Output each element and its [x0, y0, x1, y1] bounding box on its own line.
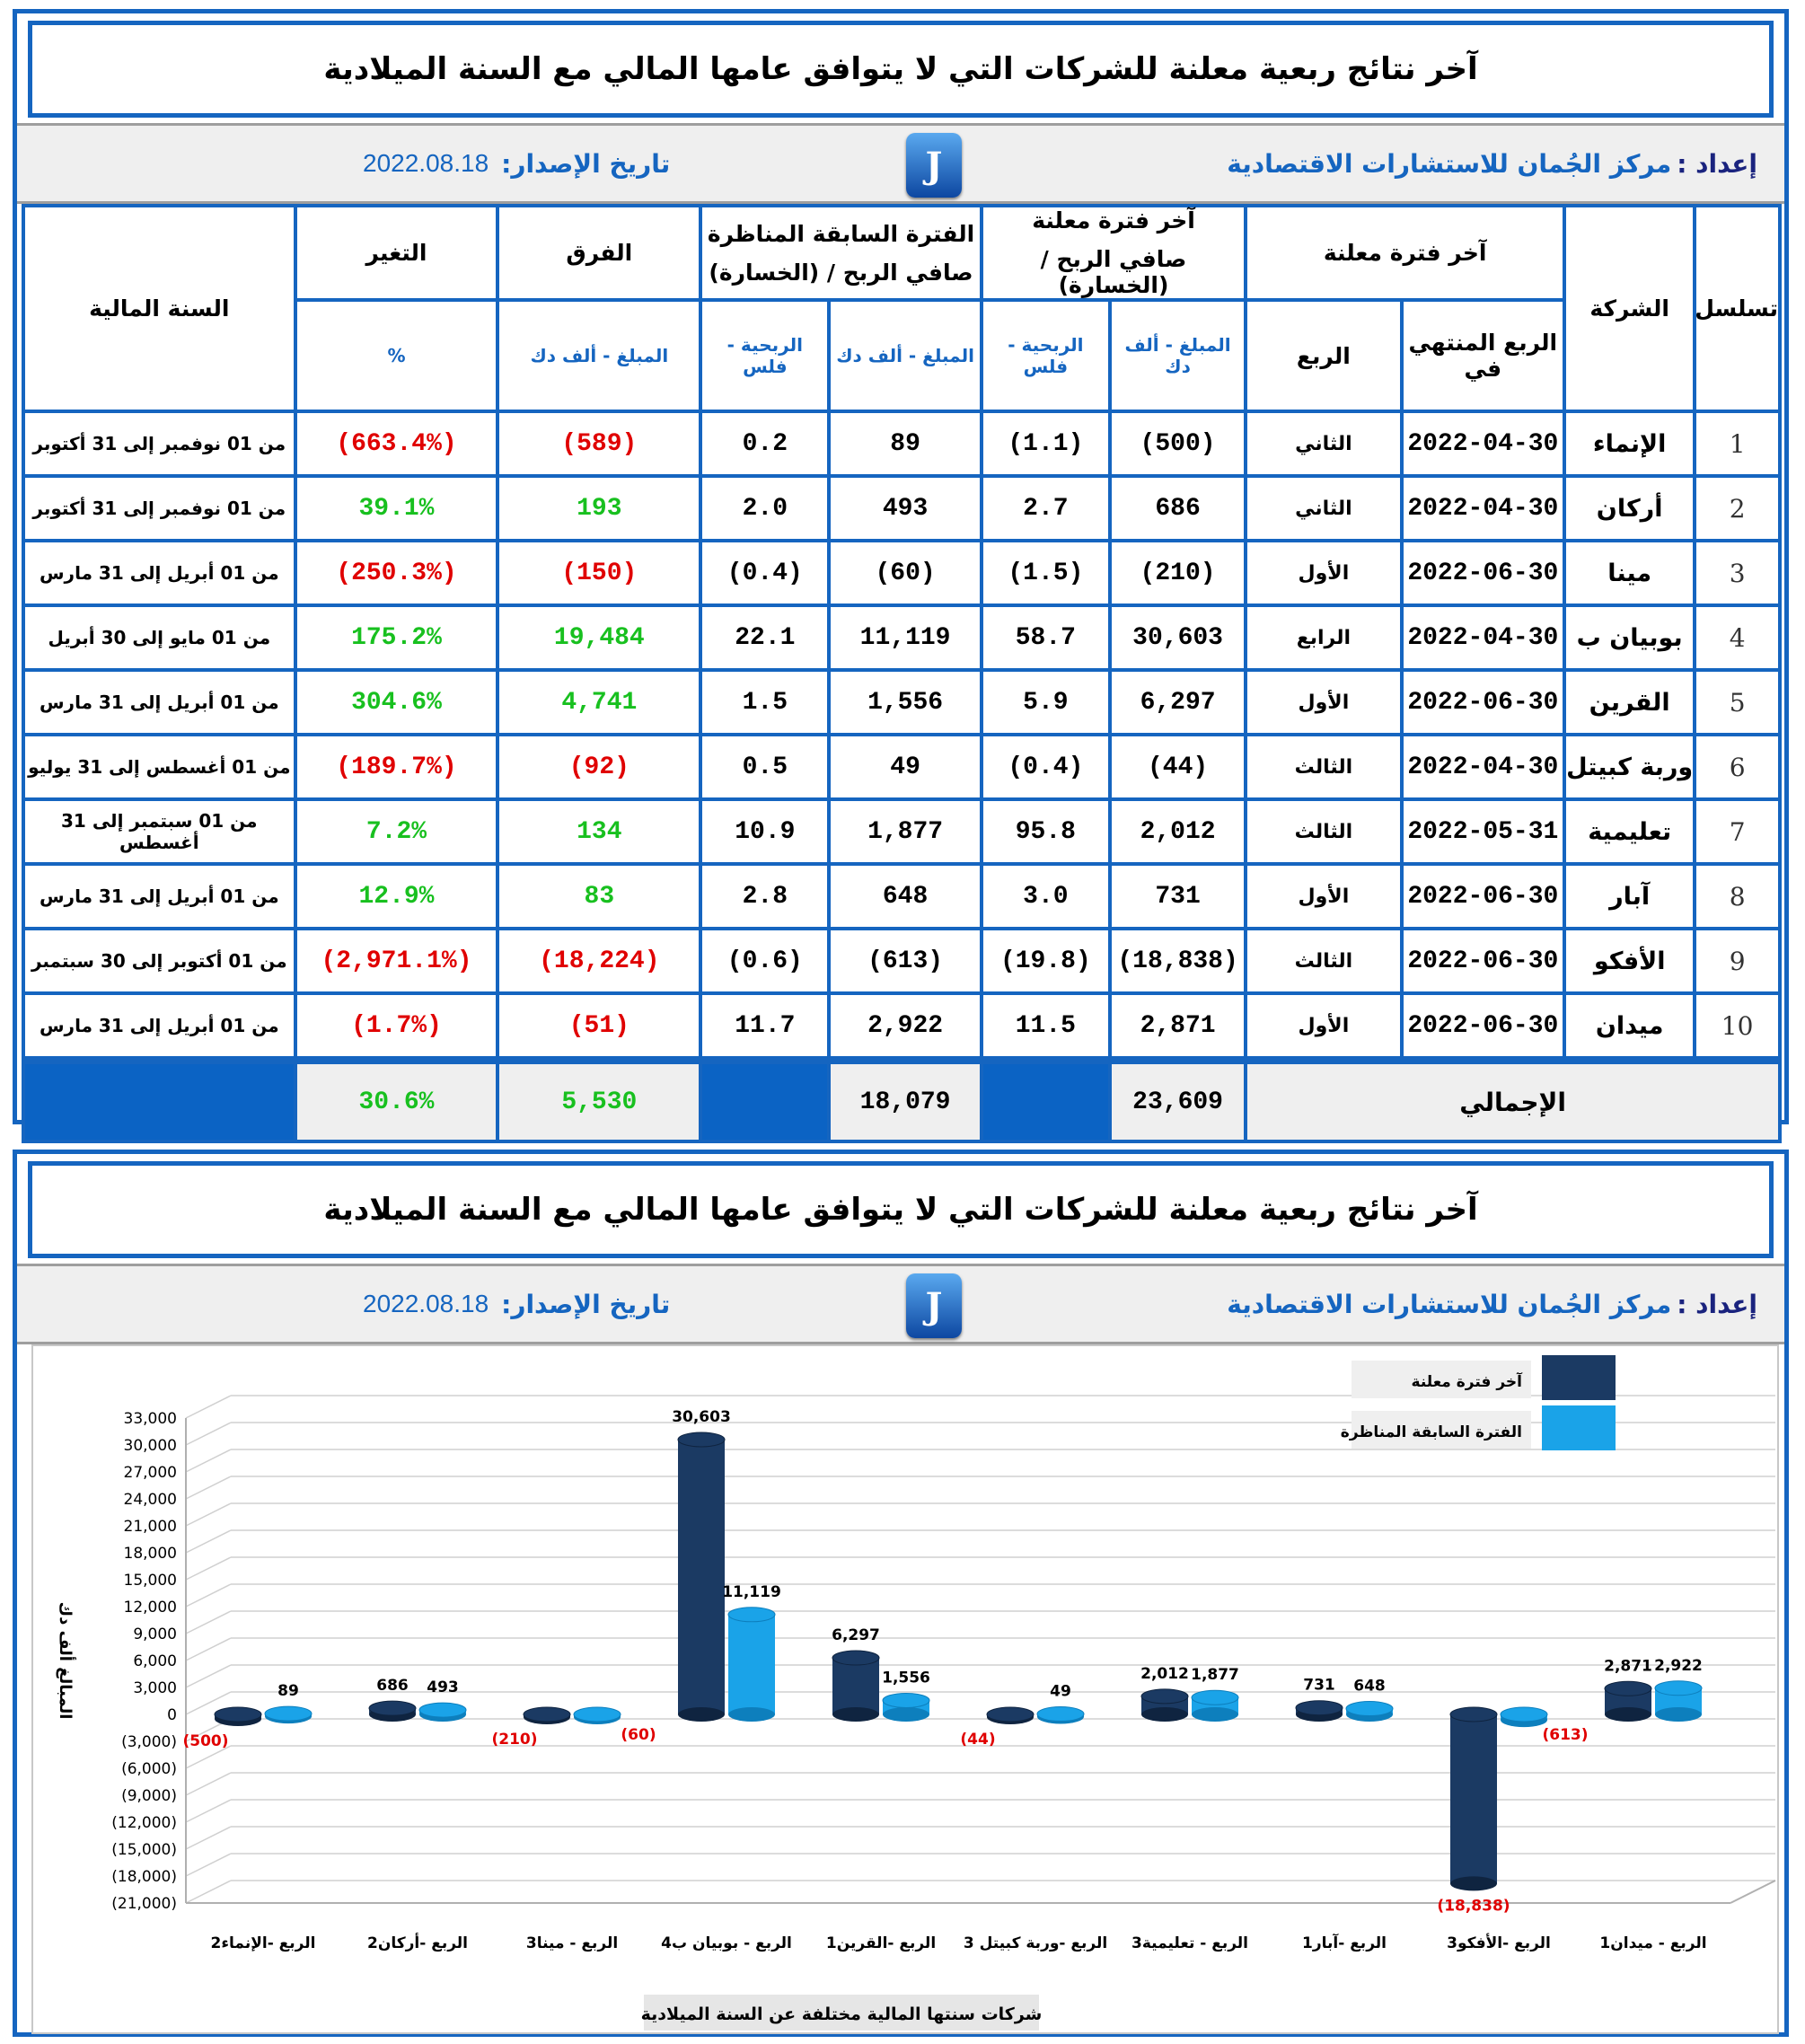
bar-base [883, 1707, 929, 1722]
issue-date [363, 126, 670, 201]
cell-quarter-end: 2022-04-30 [1402, 411, 1564, 476]
cell-latest-eps: 58.7 [982, 605, 1110, 670]
cell-serial: 4 [1695, 605, 1780, 670]
bar-top [883, 1693, 929, 1707]
bar-top [1296, 1701, 1343, 1715]
prepared-by [1227, 126, 1757, 201]
cell-difference: (150) [497, 541, 700, 605]
legend-swatch [1542, 1355, 1616, 1400]
table-row [23, 411, 1780, 476]
cell-prior-amount: 493 [829, 476, 981, 541]
x-tick-label: 3الربع - تعليمية [1131, 1934, 1249, 1952]
cell-serial: 6 [1695, 735, 1780, 799]
data-label: 49 [1050, 1682, 1071, 1701]
y-tick-label: 6,000 [133, 1652, 177, 1670]
prepared-label: إعداد : [1677, 1289, 1757, 1319]
cell-change: 7.2% [295, 799, 498, 864]
table-row [23, 670, 1780, 735]
bar-top [1346, 1702, 1393, 1716]
cell-difference: 134 [497, 799, 700, 864]
data-label: (613) [1542, 1726, 1589, 1744]
cell-difference: (18,224) [497, 929, 700, 993]
x-tick-label: 4الربع - بوبيان ب [661, 1934, 792, 1952]
data-label: 1,556 [882, 1669, 930, 1687]
cell-latest-amount: 2,012 [1110, 799, 1246, 864]
aljuman-logo-icon: J [906, 133, 962, 198]
cell-company: آبار [1564, 864, 1695, 929]
y-tick-label: (18,000) [111, 1868, 177, 1886]
cell-fiscal-year: من 01 نوفمبر إلى 31 أكتوبر [23, 476, 295, 541]
y-tick-label: 12,000 [123, 1599, 177, 1617]
cell-quarter: الثالث [1246, 799, 1401, 864]
data-label: (500) [182, 1732, 229, 1750]
cell-latest-eps: 2.7 [982, 476, 1110, 541]
gridline [186, 1503, 231, 1526]
bar-top [369, 1701, 416, 1715]
results-chart-panel [13, 1150, 1789, 2037]
header-latest-net: صافي الربح / (الخسارة) [1040, 246, 1187, 298]
bar-latest [1450, 1714, 1497, 1883]
gridline [186, 1423, 231, 1445]
cell-prior-eps: 0.2 [700, 411, 829, 476]
cell-quarter-end: 2022-04-30 [1402, 476, 1564, 541]
cell-latest-amount: (500) [1110, 411, 1246, 476]
cell-serial: 5 [1695, 670, 1780, 735]
header-serial: تسلسل [1695, 206, 1780, 411]
cell-quarter: الأول [1246, 670, 1401, 735]
bar-top [1037, 1707, 1084, 1722]
info-bar [17, 123, 1784, 204]
cell-latest-amount: 30,603 [1110, 605, 1246, 670]
header-prior-eps: الربحية - فلس [700, 300, 829, 411]
cell-company: وربة كبيتل [1564, 735, 1695, 799]
y-tick-label: 0 [167, 1706, 177, 1724]
x-tick-label: 2الربع -الإنماء [210, 1934, 316, 1952]
header-prior-period [700, 206, 982, 300]
cell-latest-eps: (0.4) [982, 735, 1110, 799]
total-prior-amount: 18,079 [829, 1061, 981, 1142]
cell-serial: 2 [1695, 476, 1780, 541]
prepared-label: إعداد : [1677, 148, 1757, 179]
table-row [23, 541, 1780, 605]
cell-latest-amount: 6,297 [1110, 670, 1246, 735]
cell-change: (189.7%) [295, 735, 498, 799]
y-tick-label: (15,000) [111, 1841, 177, 1859]
cell-difference: (51) [497, 993, 700, 1061]
y-tick-label: 27,000 [123, 1464, 177, 1482]
issue-date-value: 2022.08.18 [363, 1290, 489, 1317]
cell-latest-amount: 2,871 [1110, 993, 1246, 1061]
x-tick-label: الربع -وربة كبيتل 3 [963, 1934, 1108, 1952]
chart-issue-date [363, 1266, 670, 1342]
bar-base [1192, 1707, 1238, 1722]
cell-change: 175.2% [295, 605, 498, 670]
y-tick-label: 30,000 [123, 1437, 177, 1455]
table-row [23, 929, 1780, 993]
cell-change: (250.3%) [295, 541, 498, 605]
cell-change: 12.9% [295, 864, 498, 929]
y-tick-label: (3,000) [121, 1733, 177, 1751]
cell-prior-eps: 11.7 [700, 993, 829, 1061]
cell-serial: 7 [1695, 799, 1780, 864]
bar-prior [728, 1615, 775, 1714]
bar-top [419, 1703, 466, 1717]
bar-chart-svg [33, 1346, 1777, 2032]
cell-change: 39.1% [295, 476, 498, 541]
cell-serial: 1 [1695, 411, 1780, 476]
cell-company: ميدان [1564, 993, 1695, 1061]
bar-base [678, 1707, 725, 1722]
gridline [186, 1611, 231, 1634]
data-label: 648 [1353, 1677, 1386, 1696]
cell-fiscal-year: من 01 أبريل إلى 31 مارس [23, 541, 295, 605]
cell-company: القرين [1564, 670, 1695, 735]
bar-top [678, 1432, 725, 1447]
cell-company: بوبيان ب [1564, 605, 1695, 670]
data-label: (18,838) [1437, 1897, 1510, 1916]
data-label: 89 [277, 1682, 299, 1701]
x-axis-title: شركات سنتها المالية مختلفة عن السنة الميلادية [640, 2004, 1043, 2024]
cell-company: الإنماء [1564, 411, 1695, 476]
data-label: 11,119 [722, 1582, 781, 1601]
cell-prior-amount: 49 [829, 735, 981, 799]
cell-fiscal-year: من 01 سبتمبر إلى 31 أغسطس [23, 799, 295, 864]
bar-base [1605, 1707, 1651, 1722]
gridline [186, 1665, 231, 1687]
cell-serial: 8 [1695, 864, 1780, 929]
cell-difference: 193 [497, 476, 700, 541]
cell-latest-eps: (1.1) [982, 411, 1110, 476]
total-change: 30.6% [295, 1061, 498, 1142]
cell-prior-eps: 22.1 [700, 605, 829, 670]
gridline [186, 1449, 231, 1472]
cell-latest-amount: (210) [1110, 541, 1246, 605]
cell-latest-eps: 3.0 [982, 864, 1110, 929]
cell-quarter: الثالث [1246, 735, 1401, 799]
total-filler [700, 1061, 829, 1142]
data-label: 2,871 [1604, 1657, 1652, 1676]
cell-difference: 19,484 [497, 605, 700, 670]
header-company: الشركة [1564, 206, 1695, 411]
bar-base [1141, 1707, 1188, 1722]
cell-quarter: الأول [1246, 864, 1401, 929]
y-tick-label: 9,000 [133, 1626, 177, 1643]
bar-top [832, 1651, 879, 1665]
gridline [186, 1638, 231, 1661]
cell-change: (2,971.1%) [295, 929, 498, 993]
total-filler [982, 1061, 1110, 1142]
legend-label: الفترة السابقة المناظرة [1340, 1423, 1522, 1441]
cell-prior-eps: 0.5 [700, 735, 829, 799]
cell-prior-eps: 2.0 [700, 476, 829, 541]
bar-top [1501, 1707, 1547, 1722]
aljuman-logo-icon: J [906, 1273, 962, 1338]
cell-serial: 9 [1695, 929, 1780, 993]
data-label: (44) [960, 1731, 996, 1749]
cell-latest-amount: 731 [1110, 864, 1246, 929]
total-row [23, 1061, 1780, 1142]
cell-fiscal-year: من 01 أبريل إلى 31 مارس [23, 864, 295, 929]
cell-fiscal-year: من 01 نوفمبر إلى 31 أكتوبر [23, 411, 295, 476]
cell-latest-eps: 5.9 [982, 670, 1110, 735]
bar-base [1450, 1876, 1497, 1890]
gridline [186, 1854, 231, 1876]
cell-quarter-end: 2022-06-30 [1402, 670, 1564, 735]
cell-prior-amount: 89 [829, 411, 981, 476]
gridline [186, 1396, 231, 1418]
header-change: التغير [295, 206, 498, 300]
cell-quarter: الأول [1246, 541, 1401, 605]
x-tick-label: 1الربع - ميدان [1599, 1934, 1707, 1952]
data-label: 493 [427, 1678, 459, 1697]
prepared-by-value: مركز الجُمان للاستشارات الاقتصادية [1227, 1289, 1672, 1319]
bar-top [215, 1707, 261, 1722]
total-latest-amount: 23,609 [1110, 1061, 1246, 1142]
cell-difference: 83 [497, 864, 700, 929]
x-tick-label: 2الربع -أركان [367, 1934, 468, 1952]
cell-serial: 3 [1695, 541, 1780, 605]
cell-prior-eps: 2.8 [700, 864, 829, 929]
cell-company: تعليمية [1564, 799, 1695, 864]
cell-quarter-end: 2022-05-31 [1402, 799, 1564, 864]
bar-top [1192, 1690, 1238, 1705]
header-quarter: الربع [1246, 300, 1401, 411]
header-prior-amount: المبلغ - ألف دك [829, 300, 981, 411]
y-axis-title: المبالغ ألف دك [56, 1601, 75, 1720]
total-difference: 5,530 [497, 1061, 700, 1142]
gridline [186, 1773, 231, 1795]
cell-quarter: الثاني [1246, 476, 1401, 541]
cell-fiscal-year: من 01 أكتوبر إلى 30 سبتمبر [23, 929, 295, 993]
table-row [23, 735, 1780, 799]
cell-company: مينا [1564, 541, 1695, 605]
gridline [186, 1827, 231, 1849]
bar-base [1655, 1707, 1702, 1722]
cell-prior-amount: 1,556 [829, 670, 981, 735]
legend-swatch [1542, 1405, 1616, 1450]
table-row [23, 476, 1780, 541]
page-title: آخر نتائج ربعية معلنة للشركات التي لا يتوافق عامها المالي مع السنة الميلادية [28, 21, 1774, 118]
header-difference: الفرق [497, 206, 700, 300]
prepared-by-value: مركز الجُمان للاستشارات الاقتصادية [1227, 148, 1672, 179]
cell-quarter-end: 2022-04-30 [1402, 735, 1564, 799]
gridline [186, 1881, 231, 1903]
bar-top [265, 1706, 312, 1721]
header-latest-group: آخر فترة معلنة [1246, 206, 1564, 300]
data-label: 30,603 [672, 1407, 731, 1426]
table-row [23, 605, 1780, 670]
bar-top [1141, 1689, 1188, 1704]
cell-latest-amount: (44) [1110, 735, 1246, 799]
y-tick-label: (12,000) [111, 1814, 177, 1832]
issue-date-label: تاريخ الإصدار: [501, 1289, 671, 1319]
results-table-panel [13, 9, 1789, 1124]
gridline [186, 1557, 231, 1580]
cell-difference: (92) [497, 735, 700, 799]
y-tick-label: (21,000) [111, 1895, 177, 1913]
cell-prior-eps: 1.5 [700, 670, 829, 735]
header-difference-unit: المبلغ - ألف دك [497, 300, 700, 411]
cell-change: (1.7%) [295, 993, 498, 1061]
header-latest-amount: المبلغ - ألف دك [1110, 300, 1246, 411]
gridline [186, 1530, 231, 1553]
y-tick-label: 24,000 [123, 1491, 177, 1509]
data-label: 2,922 [1654, 1656, 1703, 1675]
results-table [22, 204, 1782, 1143]
legend-label: آخر فترة معلنة [1411, 1373, 1522, 1391]
y-tick-label: (6,000) [121, 1760, 177, 1778]
cell-fiscal-year: من 01 مايو إلى 30 أبريل [23, 605, 295, 670]
cell-difference: (589) [497, 411, 700, 476]
total-label: الإجمالي [1246, 1061, 1780, 1142]
cell-serial: 10 [1695, 993, 1780, 1061]
cell-prior-amount: 648 [829, 864, 981, 929]
x-axis-floor [1730, 1881, 1775, 1903]
cell-quarter-end: 2022-06-30 [1402, 929, 1564, 993]
header-fiscal-year: السنة المالية [23, 206, 295, 411]
bar-top [987, 1707, 1034, 1722]
cell-fiscal-year: من 01 أبريل إلى 31 مارس [23, 993, 295, 1061]
data-label: 686 [376, 1677, 409, 1696]
cell-prior-eps: 10.9 [700, 799, 829, 864]
chart-page-title: آخر نتائج ربعية معلنة للشركات التي لا يتوافق عامها المالي مع السنة الميلادية [28, 1161, 1774, 1258]
cell-company: الأفكو [1564, 929, 1695, 993]
bar-top [1655, 1681, 1702, 1696]
gridline [186, 1584, 231, 1607]
cell-quarter: الثاني [1246, 411, 1401, 476]
bar-latest [832, 1658, 879, 1714]
header-prior-period-title: الفترة السابقة المناظرة [707, 220, 975, 247]
data-label: (210) [491, 1731, 538, 1749]
cell-quarter: الأول [1246, 993, 1401, 1061]
cell-latest-eps: (19.8) [982, 929, 1110, 993]
header-latest-eps: الربحية - فلس [982, 300, 1110, 411]
cell-quarter: الثالث [1246, 929, 1401, 993]
bar-top [574, 1707, 621, 1722]
total-filler [23, 1061, 295, 1142]
cell-change: 304.6% [295, 670, 498, 735]
x-tick-label: 3الربع - مينا [525, 1934, 619, 1952]
bar-chart [31, 1344, 1779, 2034]
y-tick-label: 18,000 [123, 1545, 177, 1563]
y-tick-label: 3,000 [133, 1679, 177, 1697]
table-row [23, 864, 1780, 929]
cell-fiscal-year: من 01 أغسطس إلى 31 يوليو [23, 735, 295, 799]
chart-info-bar [17, 1264, 1784, 1344]
cell-latest-eps: 11.5 [982, 993, 1110, 1061]
header-quarter-end: الربع المنتهي في [1402, 300, 1564, 411]
cell-latest-amount: 686 [1110, 476, 1246, 541]
cell-change: (663.4%) [295, 411, 498, 476]
cell-prior-amount: 1,877 [829, 799, 981, 864]
bar-top [1605, 1681, 1651, 1696]
data-label: (60) [621, 1726, 656, 1744]
cell-prior-eps: (0.6) [700, 929, 829, 993]
y-tick-label: 33,000 [123, 1410, 177, 1428]
bar-latest [678, 1440, 725, 1714]
header-latest-period-title: آخر فترة معلنة [1032, 207, 1195, 233]
gridline [186, 1800, 231, 1822]
header-change-unit: % [295, 300, 498, 411]
cell-prior-amount: (613) [829, 929, 981, 993]
cell-prior-eps: (0.4) [700, 541, 829, 605]
y-tick-label: 15,000 [123, 1572, 177, 1590]
cell-latest-eps: 95.8 [982, 799, 1110, 864]
data-label: 6,297 [832, 1626, 880, 1645]
bar-base [832, 1707, 879, 1722]
bar-top [1450, 1707, 1497, 1722]
cell-quarter-end: 2022-06-30 [1402, 993, 1564, 1061]
issue-date-value: 2022.08.18 [363, 149, 489, 177]
y-tick-label: 21,000 [123, 1518, 177, 1536]
table-body [23, 411, 1780, 1061]
x-tick-label: 1الربع -آبار [1302, 1934, 1387, 1952]
bar-base [728, 1707, 775, 1722]
cell-quarter-end: 2022-06-30 [1402, 541, 1564, 605]
chart-prepared-by [1227, 1266, 1757, 1342]
header-prior-net: صافي الربح / (الخسارة) [709, 259, 973, 286]
data-label: 731 [1303, 1676, 1335, 1695]
cell-company: أركان [1564, 476, 1695, 541]
cell-fiscal-year: من 01 أبريل إلى 31 مارس [23, 670, 295, 735]
data-label: 1,877 [1191, 1666, 1239, 1685]
issue-date-label: تاريخ الإصدار: [501, 148, 671, 179]
bar-top [524, 1707, 570, 1722]
x-tick-label: 1الربع -القرين [825, 1934, 937, 1952]
header-latest-period [982, 206, 1246, 300]
cell-quarter: الرابع [1246, 605, 1401, 670]
gridline [186, 1476, 231, 1499]
cell-quarter-end: 2022-06-30 [1402, 864, 1564, 929]
cell-prior-amount: 11,119 [829, 605, 981, 670]
cell-prior-amount: 2,922 [829, 993, 981, 1061]
data-label: 2,012 [1140, 1664, 1189, 1683]
y-tick-label: (9,000) [121, 1787, 177, 1805]
cell-latest-amount: (18,838) [1110, 929, 1246, 993]
cell-latest-eps: (1.5) [982, 541, 1110, 605]
cell-difference: 4,741 [497, 670, 700, 735]
cell-prior-amount: (60) [829, 541, 981, 605]
x-tick-label: 3الربع -الأفكو [1447, 1934, 1551, 1952]
table-row [23, 799, 1780, 864]
table-row [23, 993, 1780, 1061]
bar-top [728, 1608, 775, 1622]
cell-quarter-end: 2022-04-30 [1402, 605, 1564, 670]
